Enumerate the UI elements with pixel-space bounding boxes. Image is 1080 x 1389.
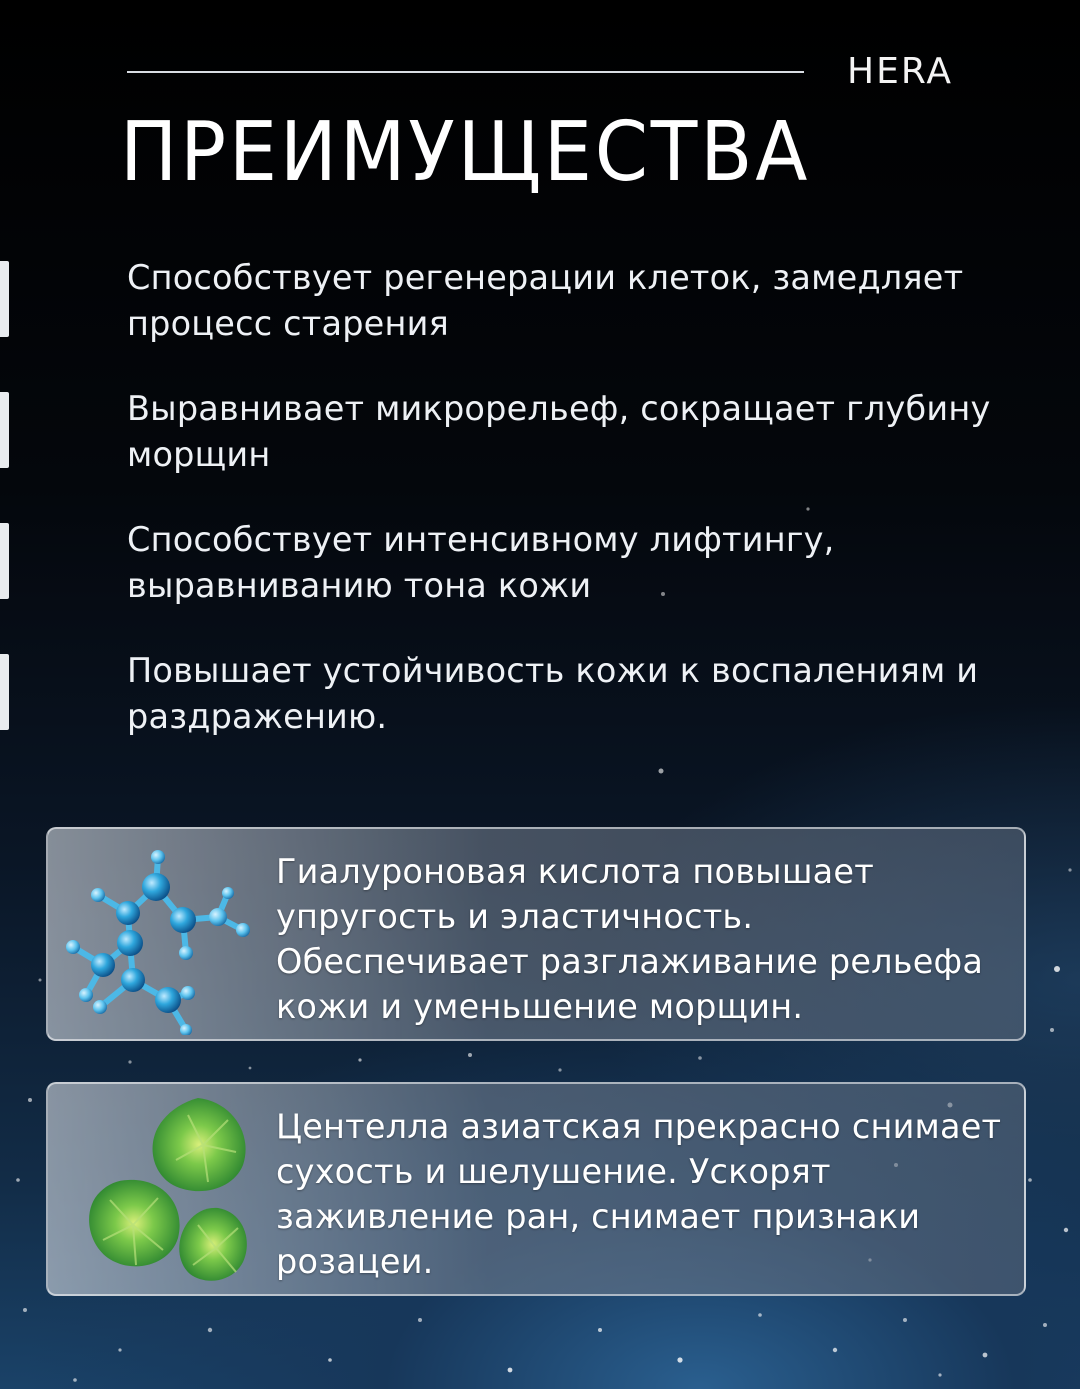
benefit-text: Повышает устойчивость кожи к воспалениям и раздражению. bbox=[127, 651, 979, 736]
benefit-text: Выравнивает микрорельеф, сокращает глубину морщин bbox=[127, 389, 991, 474]
benefit-marker bbox=[0, 261, 9, 337]
ingredient-card-centella bbox=[46, 1082, 1026, 1296]
benefit-text: Способствует интенсивному лифтингу, выравниванию тона кожи bbox=[127, 520, 835, 605]
ingredient-description: Гиалуроновая кислота повышает упругость и эластичность. Обеспечивает разглаживание рельефа кожи и уменьшение морщин. bbox=[276, 852, 984, 1026]
benefit-item bbox=[0, 386, 1080, 486]
benefit-item bbox=[0, 517, 1080, 617]
brand-header bbox=[127, 52, 957, 92]
benefit-marker bbox=[0, 523, 9, 599]
brand-divider-line bbox=[127, 71, 804, 73]
benefit-marker bbox=[0, 392, 9, 468]
centella-leaf-icon bbox=[58, 1090, 258, 1290]
benefit-item bbox=[0, 255, 1080, 355]
ingredient-card-hyaluronic bbox=[46, 827, 1026, 1041]
page-title: ПРЕИМУЩЕСТВА bbox=[120, 105, 811, 200]
benefit-text: Способствует регенерации клеток, замедляет процесс старения bbox=[127, 258, 964, 343]
molecule-icon bbox=[58, 835, 258, 1035]
ingredient-description: Центелла азиатская прекрасно снимает сухость и шелушение. Ускорят заживление ран, снимает признаки розацеи. bbox=[276, 1107, 1002, 1281]
benefit-item bbox=[0, 648, 1080, 748]
benefit-marker bbox=[0, 654, 9, 730]
brand-name: HERA bbox=[847, 51, 953, 92]
